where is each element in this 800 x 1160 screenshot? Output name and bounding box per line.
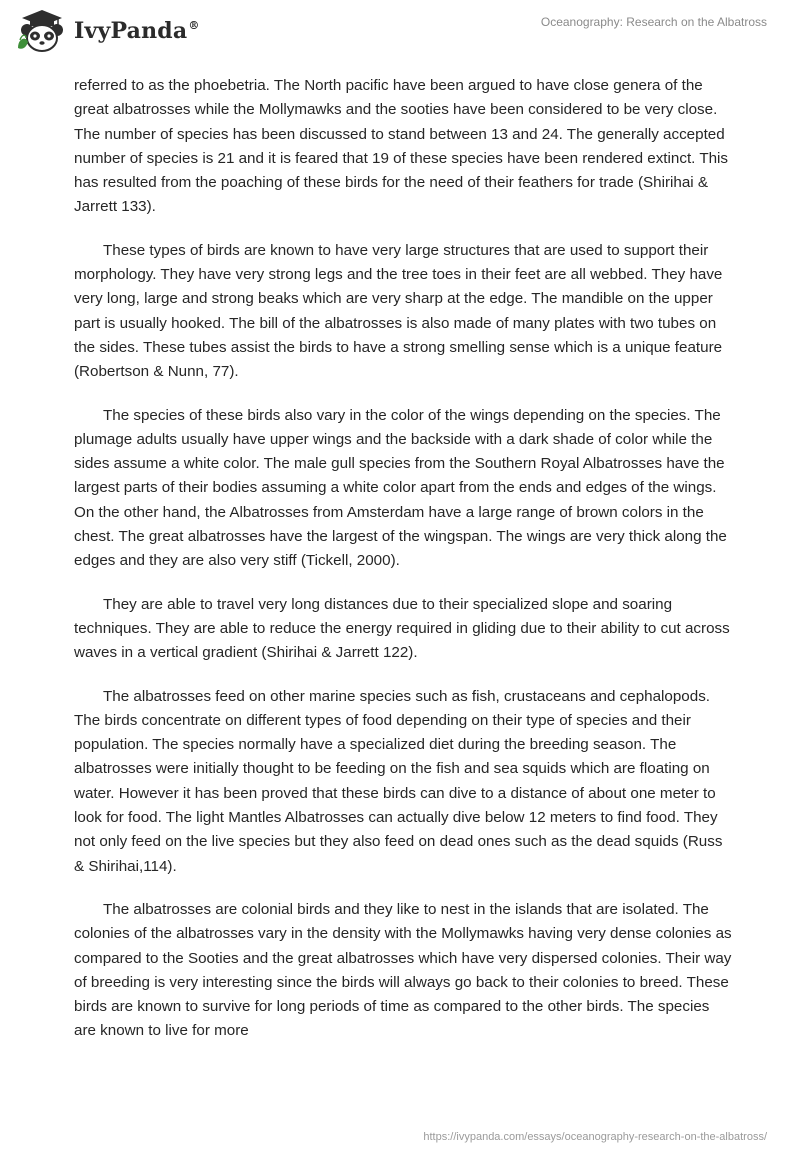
document-title: Oceanography: Research on the Albatross bbox=[540, 15, 767, 29]
paragraph: They are able to travel very long distances due to their specialized slope and soaring techniques. They are able to reduce the energy required in gliding due to their ability to cut across waves in a vertical gradient (Shirihai & Jarrett 122). bbox=[74, 595, 730, 662]
essay-body bbox=[74, 74, 734, 1063]
brand-name: IvyPanda® bbox=[74, 18, 200, 44]
paragraph: These types of birds are known to have very large structures that are used to support their morphology. They have very strong legs and the tree toes in their feet are all webbed. They have very long, large and strong beaks which are very sharp at the edge. The mandible on the upper part is usually hooked. The bill of the albatrosses is also made of many plates with two tubes on the sides. These tubes assist the birds to have a strong smelling sense which is a unique feature (Robertson & Nunn, 77). bbox=[74, 241, 723, 381]
ivypanda-logo[interactable] bbox=[14, 8, 200, 54]
paragraph: referred to as the phoebetria. The North pacific have been argued to have close genera of the great albatrosses while the Mollymawks and the sooties have been considered to be very close. The number of species has been discussed to stand between 13 and 24. The generally accepted number of species is 21 and it is feared that 19 of these species have been rendered extinct. This has resulted from the poaching of these birds for the need of their feathers for trade (Shirihai & Jarrett 133). bbox=[74, 77, 729, 216]
paragraph: The albatrosses are colonial birds and they like to nest in the islands that are isolated. The colonies of the albatrosses vary in the density with the Mollymawks having very dense colonies as compared to the Sooties and the great albatrosses which have very dispersed colonies. Their way of breeding is very interesting since the birds will always go back to their colonies to breed. These birds are known to survive for long periods of time as compared to the other birds. The species are known to live for more bbox=[74, 900, 732, 1040]
paragraph: The albatrosses feed on other marine species such as fish, crustaceans and cephalopods. The birds concentrate on different types of food depending on their type of species and their population. The species normally have a specialized diet during the breeding season. The albatrosses were initially thought to be feeding on the fish and sea squids which are floating on water. However it has been proved that these birds can dive to a distance of about one meter to look for food. The light Mantles Albatrosses can actually dive below 12 meters to find food. They not only feed on the live species but they also feed on dead ones such as the dead squids (Russ & Shirihai,114). bbox=[74, 687, 723, 875]
page-header bbox=[0, 0, 800, 62]
panda-graduate-icon bbox=[14, 8, 66, 54]
source-url[interactable]: https://ivypanda.com/essays/oceanography-research-on-the-albatross/ bbox=[423, 1131, 767, 1143]
paragraph: The species of these birds also vary in the color of the wings depending on the species. The plumage adults usually have upper wings and the backside with a dark shade of color while the sides assume a white color. The male gull species from the Southern Royal Albatrosses have the largest parts of their bodies assuming a white color apart from the ends and edges of the wings. On the other hand, the Albatrosses from Amsterdam have a large range of brown colors in the chest. The great albatrosses have the largest of the wingspan. The wings are very thick along the edges and they are also very stiff (Tickell, 2000). bbox=[74, 406, 727, 570]
